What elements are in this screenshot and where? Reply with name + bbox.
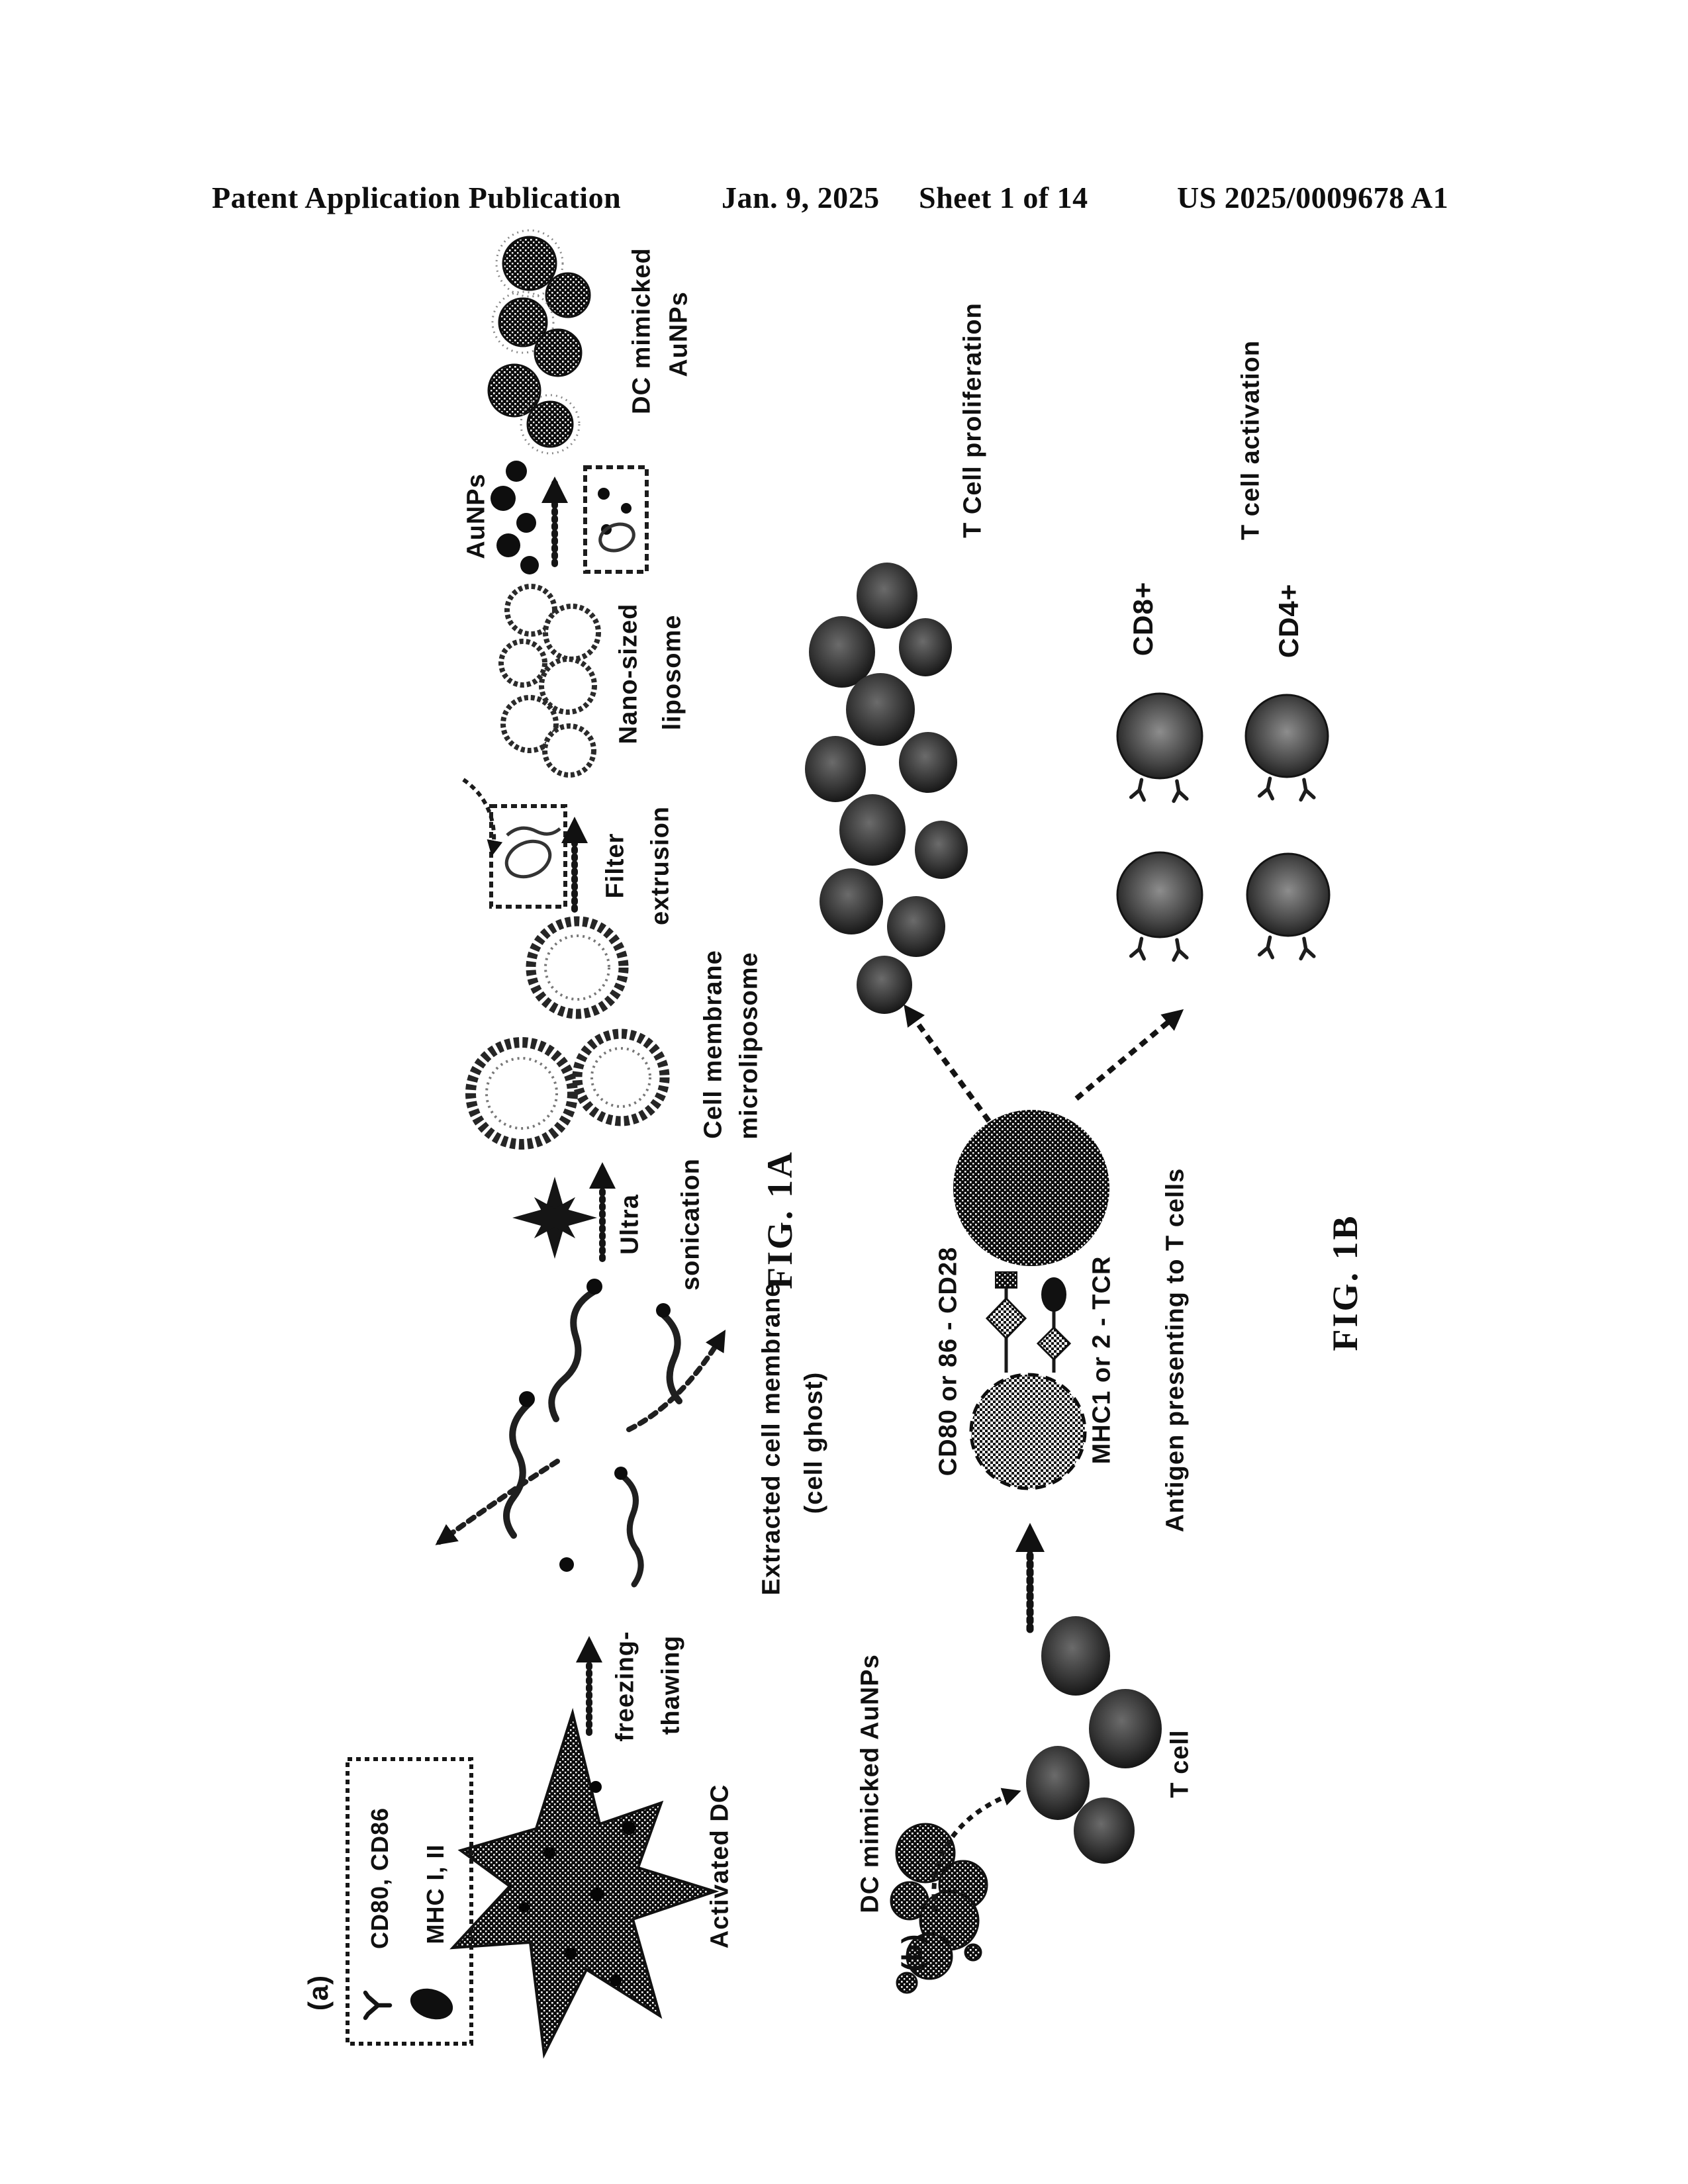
label-dc-mimicked-aunps-a-line2: AuNPs [665,291,693,377]
arrow-to-proliferation [907,1009,989,1121]
label-liposome: liposome [658,614,686,731]
legend-label-mhc: MHC I, II [422,1844,449,1944]
filter-extrusion-device-icon [463,780,565,907]
header-patent-number: US 2025/0009678 A1 [1177,181,1449,214]
t-cell-group [1026,1616,1162,1864]
mhc-tcr-receptor-icon [1041,1277,1066,1312]
antigen-presenting-complex [953,1110,1109,1488]
dashed-aunp-circle [971,1375,1085,1488]
label-sonication: sonication [677,1158,705,1291]
label-t-cell-activation: T cell activation [1237,340,1265,541]
extracted-cell-membrane-illustration [440,1279,723,1584]
cd8-cells [1117,694,1202,960]
header-sheet-number: Sheet 1 of 14 [919,181,1088,214]
sonication-spark-icon [512,1177,597,1259]
label-ultra: Ultra [616,1194,644,1255]
label-mhc-tcr: MHC1 or 2 - TCR [1088,1255,1116,1465]
arrow-to-activation [1076,1013,1180,1099]
microliposome-rings [471,921,665,1144]
label-cd8: CD8+ [1127,581,1158,657]
antibody-y-icon [365,1993,390,2018]
label-cell-ghost: (cell ghost) [800,1371,828,1514]
label-thawing: thawing [657,1635,685,1735]
label-freezing: freezing- [611,1631,639,1742]
label-t-cell-proliferation: T Cell proliferation [959,302,987,538]
header-date: Jan. 9, 2025 [722,181,880,214]
label-aunps: AuNPs [462,473,491,559]
label-t-cell: T cell [1166,1729,1194,1798]
label-activated-dc: Activated DC [706,1784,734,1949]
label-nano-sized: Nano-sized [614,603,643,745]
aunps-cluster [491,461,539,574]
label-cd4: CD4+ [1273,583,1304,659]
presented-t-cell-sphere [953,1110,1109,1266]
label-dc-mimicked-aunps-b: DC mimicked AuNPs [856,1654,884,1913]
caption-fig-1b: FIG. 1B [1325,1214,1365,1351]
legend-label-cd80-cd86: CD80, CD86 [366,1807,393,1950]
cd4-cells [1246,695,1329,958]
cd80-cd28-receptor-icon [987,1298,1025,1338]
header-publication-title: Patent Application Publication [212,181,622,214]
t-cell-proliferation-cluster [805,563,968,1014]
nano-liposome-rings [501,586,598,775]
membrane-curved-arrow-down [440,1461,557,1542]
mhc-oval-icon [406,1983,457,2025]
panel-label-b: (b) [896,1933,927,1972]
activated-dc-cell-illustration [453,1713,715,2054]
label-microliposome: microliposome [735,952,763,1140]
dc-mimicked-aunps-cluster-a [489,230,590,453]
label-filter: Filter [601,833,630,899]
label-cd80-cd28: CD80 or 86 - CD28 [934,1246,962,1477]
label-extracted-membrane: Extracted cell membrane [757,1282,786,1596]
caption-fig-1a: FIG. 1A [760,1150,800,1289]
label-extrusion: extrusion [646,805,675,926]
label-dc-mimicked-aunps-a-line1: DC mimicked [628,248,656,414]
mixing-box-icon [585,467,647,572]
panel-label-a: (a) [303,1974,334,2011]
label-cell-membrane: Cell membrane [699,950,727,1139]
label-antigen-presenting: Antigen presenting to T cells [1161,1167,1190,1533]
